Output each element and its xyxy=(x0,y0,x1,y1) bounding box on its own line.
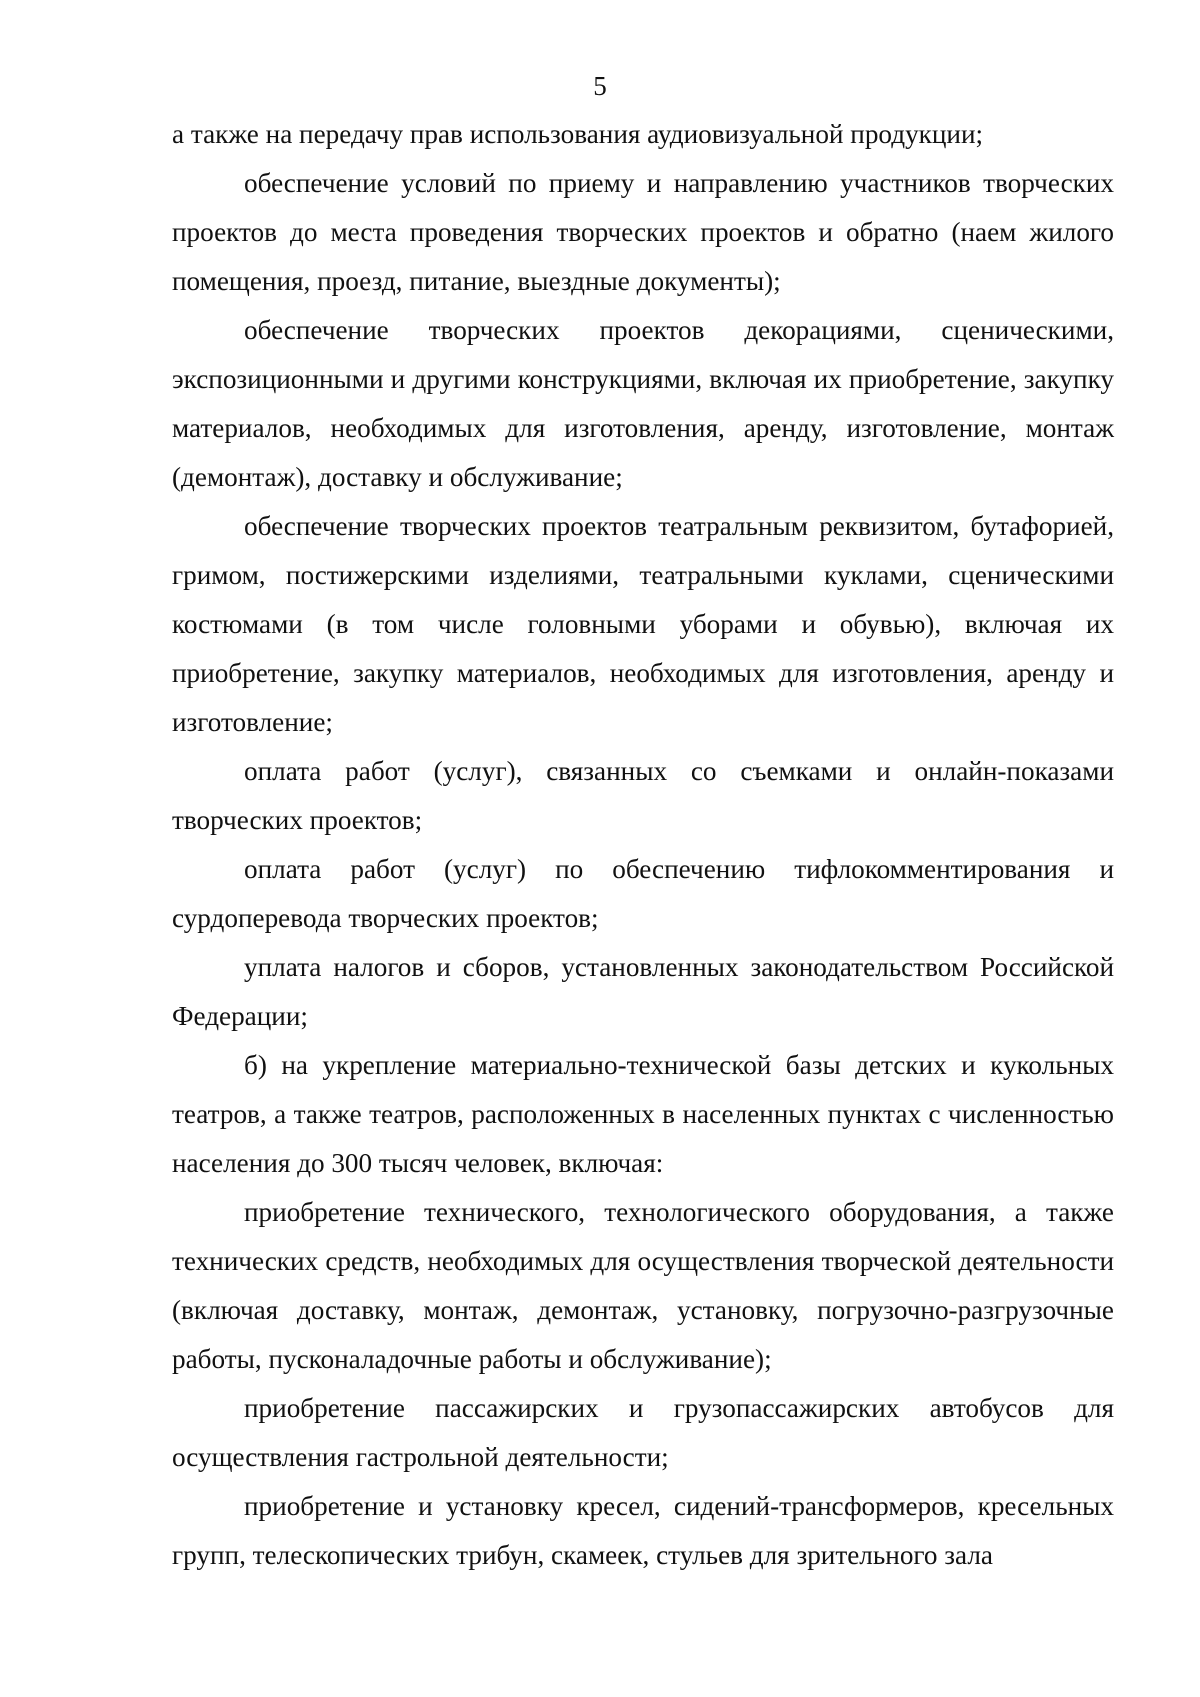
paragraph-taxes: уплата налогов и сборов, установленных законодательством Российской Федерации; xyxy=(172,952,1114,1031)
document-body xyxy=(172,110,1114,1580)
paragraph-scenery: обеспечение творческих проектов декорациями, сценическими, экспозиционными и другими конструкциями, включая их приобретение, закупку материалов, необходимых для изготовления, аренду, изготовление, монтаж (демонтаж), доставку и обслуживание; xyxy=(172,315,1114,492)
paragraph-accessibility: оплата работ (услуг) по обеспечению тифлокомментирования и сурдоперевода творческих проектов; xyxy=(172,854,1114,933)
paragraph-props-costumes: обеспечение творческих проектов театральным реквизитом, бутафорией, гримом, постижерскими изделиями, театральными куклами, сценическими костюмами (в том числе головными уборами и обувью), включая их приобретение, закупку материалов, необходимых для изготовления, аренду и изготовление; xyxy=(172,511,1114,737)
paragraph-participant-travel: обеспечение условий по приему и направлению участников творческих проектов до места проведения творческих проектов и обратно (наем жилого помещения, проезд, питание, выездные документы); xyxy=(172,168,1114,296)
paragraph-continuation: а также на передачу прав использования аудиовизуальной продукции; xyxy=(172,119,984,149)
paragraph-buses: приобретение пассажирских и грузопассажирских автобусов для осуществления гастрольной деятельности; xyxy=(172,1393,1114,1472)
page-number: 5 xyxy=(593,71,607,101)
paragraph-seating: приобретение и установку кресел, сидений-трансформеров, кресельных групп, телескопических трибун, скамеек, стульев для зрительного зала xyxy=(172,1491,1114,1570)
paragraph-equipment: приобретение технического, технологического оборудования, а также технических средств, необходимых для осуществления творческой деятельности (включая доставку, монтаж, демонтаж, установку, погрузочно-разгрузочные работы, пусконаладочные работы и обслуживание); xyxy=(172,1197,1114,1374)
paragraph-filming: оплата работ (услуг), связанных со съемками и онлайн-показами творческих проектов; xyxy=(172,756,1114,835)
paragraph-section-b: б) на укрепление материально-технической базы детских и кукольных театров, а также театров, расположенных в населенных пунктах с численностью населения до 300 тысяч человек, включая: xyxy=(172,1050,1114,1178)
